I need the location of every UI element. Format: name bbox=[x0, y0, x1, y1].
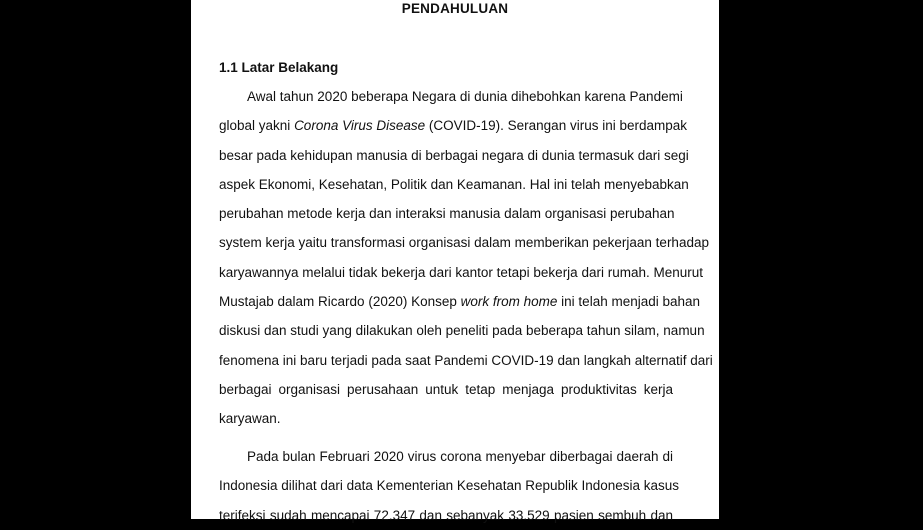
paragraph-line: diskusi dan studi yang dilakukan oleh peneliti pada beberapa tahun silam, namun bbox=[219, 323, 705, 339]
section-heading: 1.1 Latar Belakang bbox=[219, 60, 339, 75]
paragraph-line bbox=[219, 287, 701, 316]
paragraph-line: perubahan metode kerja dan interaksi manusia dalam organisasi perubahan bbox=[219, 206, 675, 222]
paragraph-1 bbox=[219, 82, 713, 434]
paragraph-line: terifeksi sudah mencapai 72.347 dan sebanyak 33.529 pasien sembuh dan bbox=[219, 507, 673, 523]
paragraph-line: berbagai organisasi perusahaan untuk tetap menjaga produktivitas kerja bbox=[219, 381, 673, 397]
text-run: Mustajab dalam Ricardo (2020) Konsep bbox=[219, 294, 461, 310]
paragraph-line: karyawannya melalui tidak bekerja dari kantor tetapi bekerja dari rumah. Menurut bbox=[219, 264, 703, 280]
paragraph-line: fenomena ini baru terjadi pada saat Pandemi COVID-19 dan langkah alternatif dari bbox=[219, 352, 713, 368]
paragraph-line: aspek Ekonomi, Kesehatan, Politik dan Keamanan. Hal ini telah menyebabkan bbox=[219, 176, 689, 192]
paragraph-2 bbox=[219, 442, 680, 530]
paragraph-line: Pada bulan Februari 2020 virus corona menyebar diberbagai daerah di bbox=[247, 449, 673, 464]
paragraph-line bbox=[219, 111, 687, 140]
text-run: global yakni bbox=[219, 118, 295, 134]
text-run: (COVID-19). Serangan virus ini berdampak bbox=[425, 118, 687, 134]
paragraph-line: system kerja yaitu transformasi organisasi dalam memberikan pekerjaan terhadap bbox=[219, 235, 709, 251]
text-run: ini telah menjadi bahan bbox=[557, 294, 701, 310]
paragraph-line: besar pada kehidupan manusia di berbagai negara di dunia termasuk dari segi bbox=[219, 147, 689, 163]
paragraph-line: Awal tahun 2020 beberapa Negara di dunia dihebohkan karena Pandemi bbox=[247, 89, 683, 104]
paragraph-line: Indonesia dilihat dari data Kementerian Kesehatan Republik Indonesia kasus bbox=[219, 478, 680, 494]
paragraph-line: karyawan. bbox=[219, 411, 281, 427]
document-page bbox=[191, 0, 719, 523]
chapter-title: PENDAHULUAN bbox=[401, 1, 509, 16]
italic-term: Corona Virus Disease bbox=[294, 118, 426, 134]
italic-term: work from home bbox=[460, 294, 558, 310]
